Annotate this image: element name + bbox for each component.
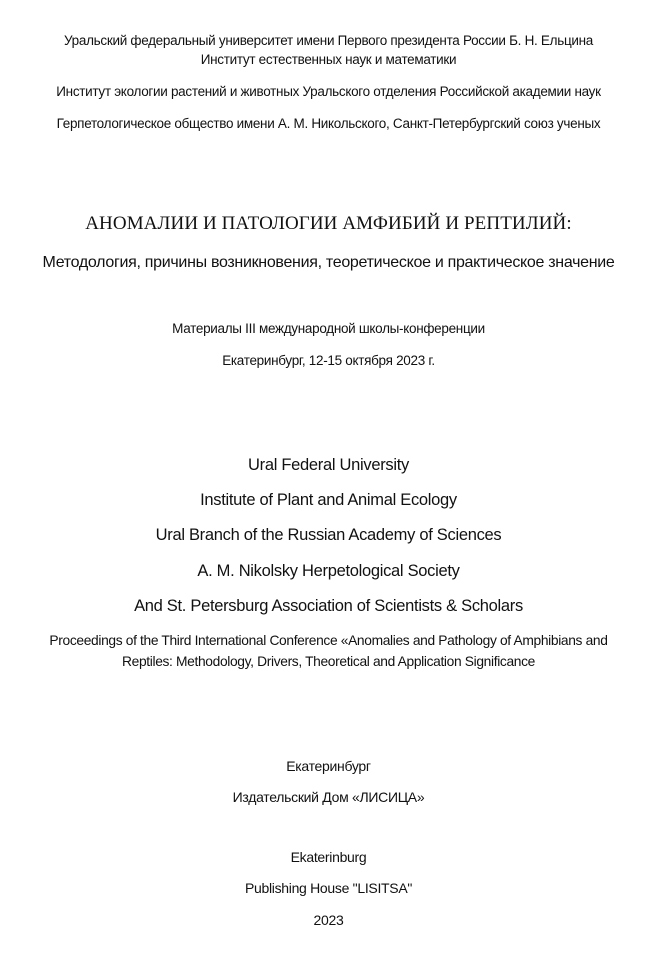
english-org-institute: Institute of Plant and Animal Ecology xyxy=(200,491,457,509)
document-subtitle: Методология, причины возникновения, теоретическое и практическое значение xyxy=(42,254,615,271)
document-title: АНОМАЛИИ И ПАТОЛОГИИ АМФИБИЙ И РЕПТИЛИЙ: xyxy=(85,213,572,234)
header-institute-natural-sciences: Институт естественных наук и математики xyxy=(200,52,457,67)
english-org-society: A. M. Nikolsky Herpetological Society xyxy=(197,562,460,580)
proceedings-title: Proceedings of the Third International Conference «Anomalies and Pathology of Amphibians and Reptiles: Methodology, Drivers, Theoretical and Application Significance xyxy=(49,633,608,669)
conference-place-date: Екатеринбург, 12-15 октября 2023 г. xyxy=(222,353,435,368)
imprint-year: 2023 xyxy=(313,912,344,928)
imprint-city-ru: Екатеринбург xyxy=(286,758,371,774)
imprint-publisher-en: Publishing House "LISITSA" xyxy=(244,880,413,896)
header-university: Уральский федеральный университет имени Первого президента России Б. Н. Ельцина xyxy=(64,33,593,48)
header-herpetological-society: Герпетологическое общество имени А. М. Никольского, Санкт-Петербургский союз ученых xyxy=(56,116,601,131)
imprint-city-en: Ekaterinburg xyxy=(290,849,367,865)
english-org-association: And St. Petersburg Association of Scientists & Scholars xyxy=(134,597,523,615)
conference-materials: Материалы III международной школы-конференции xyxy=(172,321,485,336)
header-institute-ecology: Институт экологии растений и животных Уральского отделения Российской академии наук xyxy=(56,84,601,99)
english-org-university: Ural Federal University xyxy=(248,456,409,474)
english-org-ural-branch: Ural Branch of the Russian Academy of Sciences xyxy=(155,526,502,544)
imprint-publisher-ru: Издательский Дом «ЛИСИЦА» xyxy=(232,789,425,805)
